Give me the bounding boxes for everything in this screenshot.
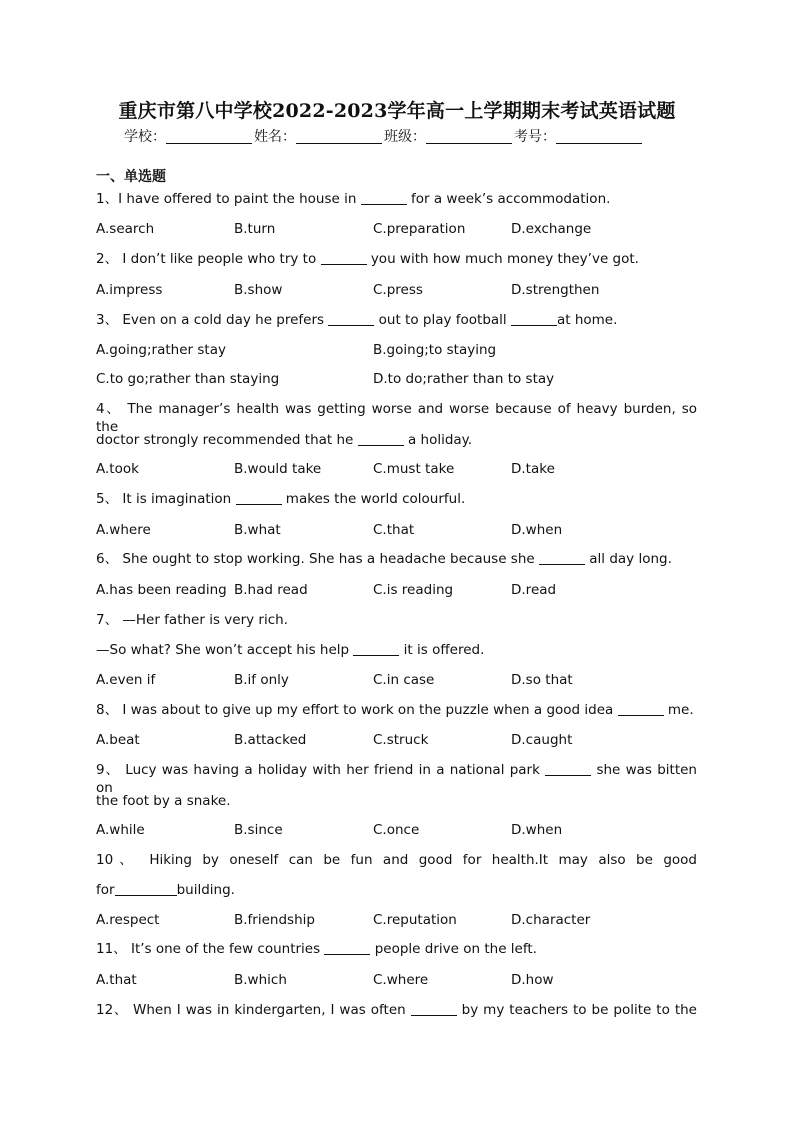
question-text: people drive on the left.: [370, 941, 537, 957]
option-c: C.to go;rather than staying: [96, 371, 280, 387]
option-d: D.take: [511, 461, 555, 477]
option-d: D.when: [511, 822, 563, 838]
exam-title: 重庆市第八中学校2022-2023学年高一上学期期末考试英语试题: [118, 100, 676, 122]
option-b: B.had read: [234, 582, 308, 598]
option-a: A.while: [96, 822, 145, 838]
name-label: 姓名：: [254, 129, 296, 145]
question-text: doctor strongly recommended that he: [96, 432, 358, 448]
name-blank[interactable]: [296, 129, 382, 144]
question-4-line-1: 4、 The manager’s health was getting worse and worse because of heavy burden, so the: [96, 401, 697, 435]
question-7-line-2: [96, 641, 484, 659]
question-text: she was bitten on: [96, 762, 697, 796]
question-9-line-2: the foot by a snake.: [96, 793, 231, 809]
option-c: C.preparation: [373, 221, 466, 237]
question-7-line-1: 7、 —Her father is very rich.: [96, 612, 288, 628]
question-text: 2、 I don’t like people who try to: [96, 251, 321, 267]
option-d: D.how: [511, 972, 554, 988]
question-text: for a week’s accommodation.: [406, 191, 611, 207]
option-a: A.that: [96, 972, 137, 988]
answer-blank: [545, 762, 591, 776]
option-d: D.when: [511, 522, 563, 538]
option-d: D.character: [511, 912, 591, 928]
question-text: me.: [663, 702, 694, 718]
answer-blank: [358, 432, 404, 446]
question-10-line-2: [96, 881, 235, 899]
option-d: D.read: [511, 582, 557, 598]
answer-blank: [328, 312, 374, 326]
option-d: D.strengthen: [511, 282, 600, 298]
answer-blank: [324, 941, 370, 955]
option-a: A.even if: [96, 672, 156, 688]
question-text: 6、 She ought to stop working. She has a headache because she: [96, 551, 539, 567]
question-text: it is offered.: [399, 642, 485, 658]
answer-blank: [361, 191, 407, 205]
answer-blank: [539, 551, 585, 565]
question-11: [96, 940, 537, 958]
question-text: a holiday.: [403, 432, 473, 448]
option-c: C.is reading: [373, 582, 454, 598]
question-text: for: [96, 882, 115, 898]
option-b: B.which: [234, 972, 287, 988]
class-label: 班级：: [384, 129, 426, 145]
question-text: 9、 Lucy was having a holiday with her friend in a national park: [96, 762, 546, 778]
question-text: by my teachers to be polite to the: [456, 1002, 697, 1018]
option-d: D.to do;rather than to stay: [373, 371, 555, 387]
question-text: at home.: [556, 312, 618, 328]
answer-blank: [321, 251, 367, 265]
option-d: D.so that: [511, 672, 573, 688]
option-a: A.took: [96, 461, 139, 477]
option-b: B.if only: [234, 672, 289, 688]
option-a: A.respect: [96, 912, 160, 928]
question-1: [96, 190, 610, 208]
question-text: 1、I have offered to paint the house in: [96, 191, 361, 207]
option-a: A.has been reading: [96, 582, 227, 598]
option-c: C.struck: [373, 732, 429, 748]
option-a: A.impress: [96, 282, 163, 298]
option-b: B.what: [234, 522, 281, 538]
answer-blank: [511, 312, 557, 326]
option-b: B.friendship: [234, 912, 315, 928]
question-text: 5、 It is imagination: [96, 491, 236, 507]
option-b: B.turn: [234, 221, 276, 237]
school-blank[interactable]: [166, 129, 252, 144]
question-10-line-1: 10、 Hiking by oneself can be fun and good for health.It may also be good: [96, 852, 697, 868]
section-title: 一、单选题: [96, 169, 166, 185]
question-3: [96, 311, 617, 329]
option-d: D.caught: [511, 732, 573, 748]
option-c: C.in case: [373, 672, 435, 688]
student-info-row: [124, 126, 644, 146]
option-a: A.search: [96, 221, 155, 237]
option-b: B.would take: [234, 461, 322, 477]
option-c: C.once: [373, 822, 420, 838]
question-text: out to play football: [374, 312, 511, 328]
option-b: B.show: [234, 282, 283, 298]
question-text: 12、 When I was in kindergarten, I was often: [96, 1002, 411, 1018]
answer-blank: [353, 642, 399, 656]
option-c: C.that: [373, 522, 415, 538]
question-text: all day long.: [584, 551, 672, 567]
answer-blank: [115, 882, 177, 896]
option-a: A.beat: [96, 732, 140, 748]
class-blank[interactable]: [426, 129, 512, 144]
question-8: [96, 701, 694, 719]
option-b: B.attacked: [234, 732, 307, 748]
option-c: C.press: [373, 282, 423, 298]
question-text: 11、 It’s one of the few countries: [96, 941, 325, 957]
option-c: C.reputation: [373, 912, 457, 928]
question-2: [96, 250, 639, 268]
number-label: 考号：: [514, 129, 556, 145]
question-text: —So what? She won’t accept his help: [96, 642, 354, 658]
answer-blank: [618, 702, 664, 716]
option-c: C.must take: [373, 461, 455, 477]
question-text: 3、 Even on a cold day he prefers: [96, 312, 329, 328]
option-b: B.going;to staying: [373, 342, 497, 358]
question-6: [96, 550, 672, 568]
answer-blank: [411, 1002, 457, 1016]
option-b: B.since: [234, 822, 283, 838]
option-d: D.exchange: [511, 221, 592, 237]
number-blank[interactable]: [556, 129, 642, 144]
question-text: makes the world colourful.: [281, 491, 466, 507]
option-a: A.where: [96, 522, 151, 538]
question-12-line-1: [96, 1001, 697, 1019]
answer-blank: [236, 491, 282, 505]
question-text: you with how much money they’ve got.: [366, 251, 639, 267]
school-label: 学校：: [124, 129, 166, 145]
question-5: [96, 490, 465, 508]
question-4-line-2: [96, 431, 472, 449]
question-text: 8、 I was about to give up my effort to work on the puzzle when a good idea: [96, 702, 618, 718]
question-text: building.: [176, 882, 235, 898]
option-a: A.going;rather stay: [96, 342, 226, 358]
option-c: C.where: [373, 972, 429, 988]
